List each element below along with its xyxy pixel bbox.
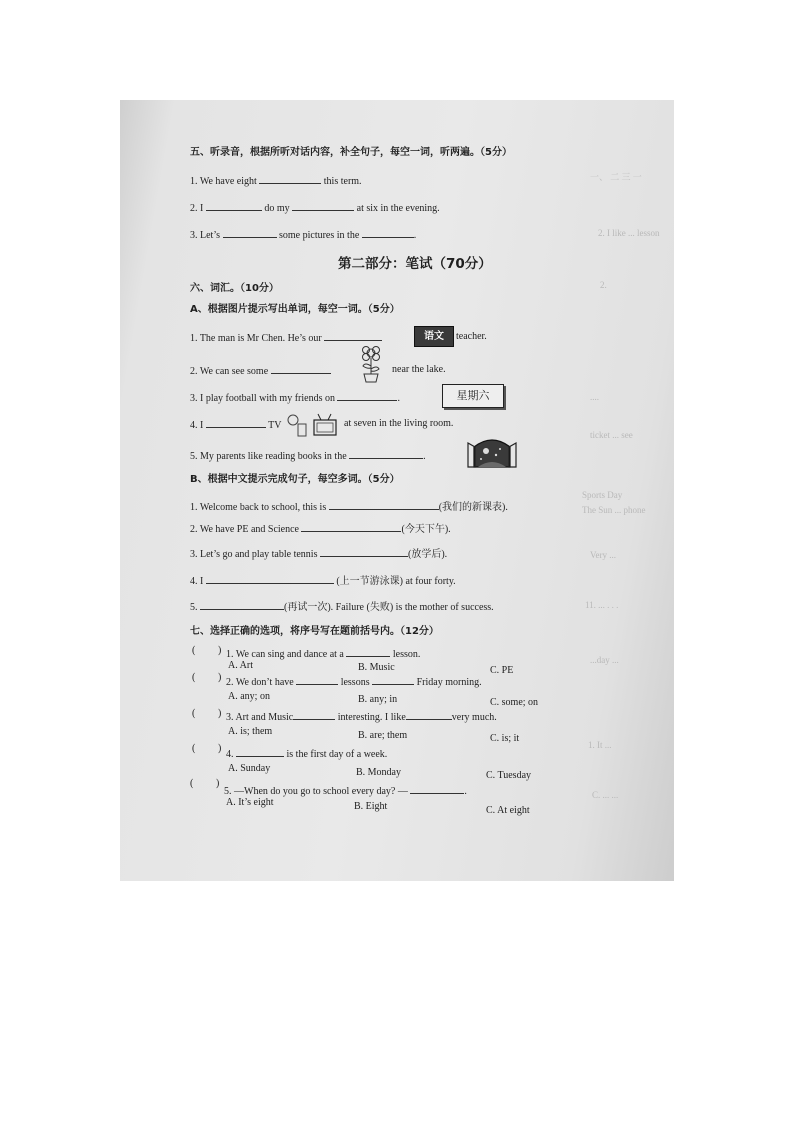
section6a-q1: 1. The man is Mr Chen. He’s our [190,331,382,345]
section7-title: 七、选择正确的选项，将序号写在题前括号内。（12分） [190,626,439,637]
section6a-q2: 2. We can see some [190,364,331,378]
answer-blank[interactable] [406,710,452,720]
answer-blank[interactable] [271,364,331,374]
answer-blank[interactable] [320,547,408,557]
option-b[interactable]: B. any; in [358,694,398,705]
answer-bracket-close[interactable]: ) [218,672,222,683]
option-b[interactable]: B. Monday [356,767,401,778]
option-c[interactable]: C. At eight [486,805,530,816]
answer-blank[interactable] [200,600,284,610]
answer-bracket-open: ( [192,645,196,656]
flower-pot-icon [356,344,386,384]
answer-blank[interactable] [206,418,266,428]
answer-bracket-close[interactable]: ) [218,708,222,719]
option-a[interactable]: A. Sunday [228,763,271,774]
option-c[interactable]: C. Tuesday [486,770,532,781]
section5-title: 五、听录音，根据所听对话内容，补全句子，每空一词，听两遍。（5分） [190,147,512,158]
answer-blank[interactable] [362,228,414,238]
option-c[interactable]: C. some; on [490,697,539,708]
answer-bracket-open: ( [192,743,196,754]
answer-bracket-close[interactable]: ) [216,778,220,789]
section6b-q1: 1. Welcome back to school, this is (我们的新课表). [190,502,508,513]
answer-blank[interactable] [206,201,262,211]
answer-bracket-open: ( [192,708,196,719]
answer-blank[interactable] [223,228,277,238]
option-b[interactable]: B. Eight [354,801,388,812]
section6a-q3: 3. I play football with my friends on . [190,393,400,404]
answer-blank[interactable] [301,522,401,532]
answer-bracket-close[interactable]: ) [218,743,222,754]
section6b-q3: 3. Let’s go and play table tennis (放学后). [190,549,448,560]
section6a-q5: 5. My parents like reading books in the . [190,451,426,462]
worksheet [120,100,674,881]
answer-bracket-close[interactable]: ) [218,645,222,656]
saturday-card-icon: 星期六 [442,384,504,408]
answer-blank[interactable] [236,747,284,757]
window-night-icon [466,437,518,469]
answer-blank[interactable] [324,331,382,341]
section7-q4: 4. is the first day of a week. [226,749,388,760]
answer-blank[interactable] [293,710,335,720]
option-b[interactable]: B. Music [358,662,395,673]
section5-q2: 2. I do my at six in the evening. [190,203,440,214]
answer-blank[interactable] [296,675,338,685]
section5-q1: 1. We have eight this term. [190,176,362,187]
section6b-title: B、根据中文提示完成句子，每空多词。（5分） [190,474,400,485]
answer-blank[interactable] [349,449,423,459]
option-a[interactable]: A. It’s eight [226,797,274,808]
section5-q3: 3. Let’s some pictures in the . [190,230,417,241]
part2-title: 第二部分：笔试（70分） [338,256,492,272]
option-a[interactable]: A. any; on [228,691,270,702]
section6a-q2-end: near the lake. [392,364,446,375]
photographed-worksheet: 一、 二 三 一 2. I like ... lesson 2. .... ticket ... see Sports Day The Sun ... phone Very ... 11. ... . . . ...day ... 1. It ... C. ... ... 五、听录音，根据所听对话内容，补全句子，每空一词，听两遍。（5分） 1. We have eight this term. 2. I do my at six in the evening. 3. Let’s some pictures in the . 第二部分：笔试（70分） 六、词汇。（10分） A、根据图片提示写出单词，每空一词。（5分） 1. The man is Mr Chen. He’s our 语文 teacher. 2. We can see some near the lake. 3. I play football with my friends on . 星期六 4. I TV at seven in the living room. 5. My parents like reading books in the . B、根据中文提示完成句子，每空多词。（5分） 1. Welcome back to school, this is (我们的新课表). 2. We have PE and Science (今天下午). 3. Let’s go and play table tennis (放学后). 4. I (上一节游泳课) at four forty. 5. (再试一次). Failure (失败) is the mother of success. 七、选择正确的选项，将序号写在题前括号内。（12分） ( ) 1. We can sing and dance at a lesson. A. Art B. Music C. PE ( ) 2. We don’t have lessons Friday morning. A. any; on B. any; in C. some; on ( ) 3. Art and Music interesting. I like very much. A. is; them B. are; them C. is; it ( ) 4. is the first day of a week. A. Sunday B. Monday C. Tuesday ( ) 5. —When do you go to school every day? — . A. It’s eight B. Eight C. At eight [120,100,674,881]
answer-blank[interactable] [206,574,334,584]
answer-blank[interactable] [259,174,321,184]
tv-icon [286,412,338,438]
option-c[interactable]: C. PE [490,665,514,676]
section7-q2: 2. We don’t have lessons Friday morning. [226,677,482,688]
section6a-q1-end: teacher. [456,331,487,342]
section6a-q4: 4. I TV [190,420,282,431]
section6a-q4-end: at seven in the living room. [344,418,454,429]
chinese-badge-icon: 语文 [414,326,454,347]
answer-blank[interactable] [410,784,464,794]
section6a-title: A、根据图片提示写出单词，每空一词。（5分） [190,304,400,315]
answer-blank[interactable] [292,201,354,211]
section7-q3: 3. Art and Music interesting. I like very much. [226,712,497,723]
answer-bracket-open: ( [190,778,194,789]
answer-blank[interactable] [372,675,414,685]
option-a[interactable]: A. is; them [228,726,273,737]
answer-blank[interactable] [329,500,439,510]
option-a[interactable]: A. Art [228,660,253,671]
answer-bracket-open: ( [192,672,196,683]
option-c[interactable]: C. is; it [490,733,520,744]
answer-blank[interactable] [346,647,390,657]
option-b[interactable]: B. are; them [358,730,408,741]
section6-title: 六、词汇。（10分） [190,283,279,294]
section7-q1: 1. We can sing and dance at a lesson. [226,649,421,660]
answer-blank[interactable] [337,391,397,401]
section6b-q5: 5. (再试一次). Failure (失败) is the mother of success. [190,602,494,613]
section6b-q2: 2. We have PE and Science (今天下午). [190,524,451,535]
section7-q5: 5. —When do you go to school every day? — . [224,786,467,797]
section6b-q4: 4. I (上一节游泳课) at four forty. [190,576,456,587]
